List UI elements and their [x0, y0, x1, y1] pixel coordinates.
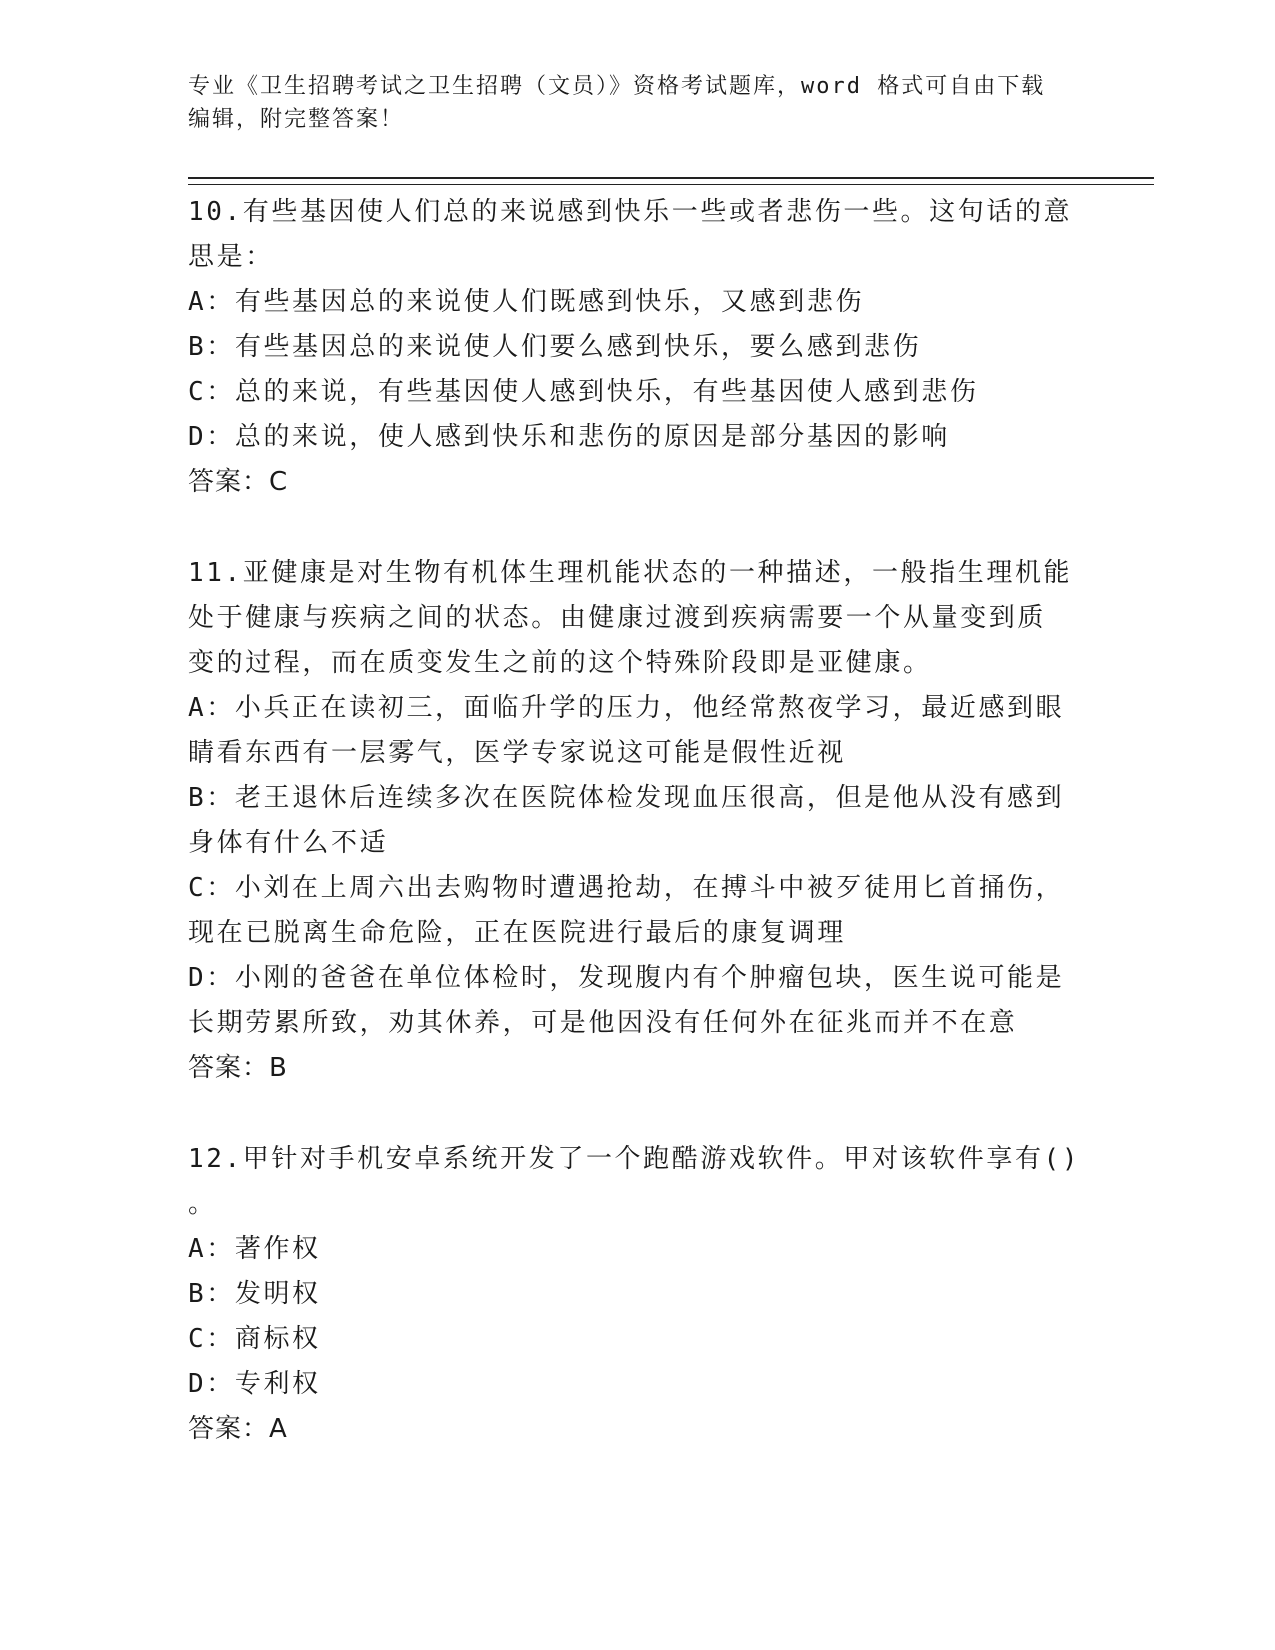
question-12: [188, 1137, 1081, 1452]
question-11-option-b-line-2: 身体有什么不适: [188, 828, 389, 858]
question-12-stem-line-2: 。: [188, 1189, 217, 1219]
header-divider-thin: [188, 184, 1154, 185]
question-12-option-a: A：著作权: [188, 1234, 321, 1264]
question-12-option-d: D：专利权: [188, 1369, 321, 1399]
question-11-option-b-line-1: B：老王退休后连续多次在医院体检发现血压很高，但是他从没有感到: [188, 783, 1065, 813]
question-11-option-a-line-1: A：小兵正在读初三，面临升学的压力，他经常熬夜学习，最近感到眼: [188, 693, 1065, 723]
question-10: [188, 190, 1073, 505]
question-11-option-a-line-2: 睛看东西有一层雾气，医学专家说这可能是假性近视: [188, 738, 846, 768]
question-11: [188, 551, 1073, 1091]
question-10-option-a: A：有些基因总的来说使人们既感到快乐，又感到悲伤: [188, 287, 865, 317]
question-11-stem-line-3: 变的过程，而在质变发生之前的这个特殊阶段即是亚健康。: [188, 648, 932, 678]
question-12-option-c: C：商标权: [188, 1324, 321, 1354]
question-spacer: [188, 505, 1068, 551]
question-11-option-c-line-1: C：小刘在上周六出去购物时遭遇抢劫，在搏斗中被歹徒用匕首捅伤，: [188, 873, 1065, 903]
question-11-option-d-line-1: D：小刚的爸爸在单位体检时，发现腹内有个肿瘤包块，医生说可能是: [188, 963, 1065, 993]
question-12-answer: 答案：A: [188, 1414, 288, 1444]
question-11-stem-line-1: 11.亚健康是对生物有机体生理机能状态的一种描述，一般指生理机能: [188, 558, 1073, 588]
question-10-stem-line-2: 思是：: [188, 242, 274, 272]
question-10-option-b: B：有些基因总的来说使人们要么感到快乐，要么感到悲伤: [188, 332, 922, 362]
question-12-stem-line-1: 12.甲针对手机安卓系统开发了一个跑酷游戏软件。甲对该软件享有(): [188, 1144, 1081, 1174]
question-spacer: [188, 1091, 1068, 1137]
question-10-stem-line-1: 10.有些基因使人们总的来说感到快乐一些或者悲伤一些。这句话的意: [188, 197, 1073, 227]
document-header: [188, 70, 1068, 136]
header-divider-thick: [188, 177, 1154, 179]
question-10-option-d: D：总的来说，使人感到快乐和悲伤的原因是部分基因的影响: [188, 422, 950, 452]
question-11-answer: 答案：B: [188, 1053, 288, 1083]
question-11-option-c-line-2: 现在已脱离生命危险，正在医院进行最后的康复调理: [188, 918, 846, 948]
header-line-2: 编辑，附完整答案！: [188, 107, 405, 132]
header-line-1: 专业《卫生招聘考试之卫生招聘（文员）》资格考试题库，word 格式可自由下载: [188, 74, 1046, 99]
question-10-option-c: C：总的来说，有些基因使人感到快乐，有些基因使人感到悲伤: [188, 377, 979, 407]
question-11-option-d-line-2: 长期劳累所致，劝其休养，可是他因没有任何外在征兆而并不在意: [188, 1008, 1018, 1038]
question-list: [188, 190, 1081, 1452]
question-10-answer: 答案：C: [188, 467, 289, 497]
question-12-option-b: B：发明权: [188, 1279, 321, 1309]
question-11-stem-line-2: 处于健康与疾病之间的状态。由健康过渡到疾病需要一个从量变到质: [188, 603, 1047, 633]
